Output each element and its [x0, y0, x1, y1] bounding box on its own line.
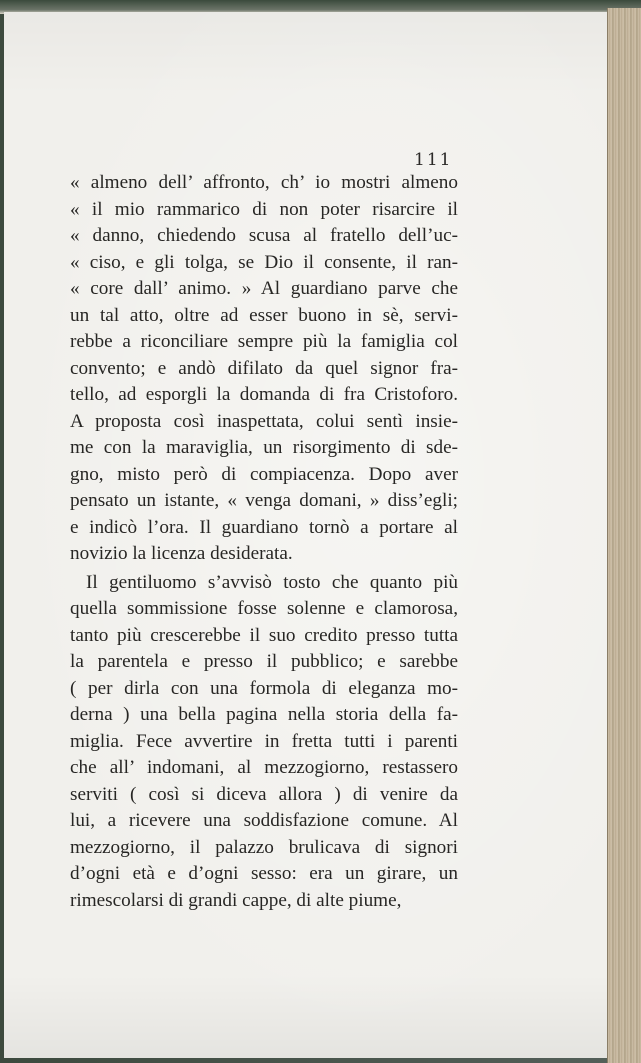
- text-line: gno, misto però di compiacenza. Dopo aver: [70, 463, 458, 485]
- text-line: tello, ad esporgli la domanda di fra Cristoforo.: [70, 384, 458, 405]
- text-line: « core dall’ animo. » Al guardiano parve che: [70, 278, 458, 299]
- text-line: la parentela e presso il pubblico; e sarebbe: [70, 651, 458, 672]
- text-line: lui, a ricevere una soddisfazione comune. Al: [70, 810, 458, 831]
- text-line: Il gentiluomo s’avvisò tosto che quanto più: [86, 571, 458, 593]
- text-line: serviti ( così si diceva allora ) di venire da: [70, 783, 458, 805]
- text-line: d’ogni età e d’ogni sesso: era un girare, un: [70, 863, 458, 884]
- text-line: « almeno dell’ affronto, ch’ io mostri almeno: [70, 172, 458, 193]
- text-line: che all’ indomani, al mezzogiorno, restassero: [70, 757, 458, 778]
- text-line: « danno, chiedendo scusa al fratello dell’uc-: [70, 225, 458, 246]
- text-line: « il mio rammarico di non poter risarcire il: [70, 198, 458, 220]
- text-line: derna ) una bella pagina nella storia della fa-: [70, 704, 458, 725]
- text-line: miglia. Fece avvertire in fretta tutti i parenti: [70, 730, 458, 752]
- text-line: mezzogiorno, il palazzo brulicava di signori: [70, 836, 458, 858]
- text-line: un tal atto, oltre ad esser buono in sè, servi-: [70, 304, 458, 326]
- text-line: A proposta così inaspettata, colui sentì insie-: [70, 410, 458, 432]
- paragraph-2: [70, 570, 458, 915]
- text-line: me con la maraviglia, un risorgimento di sde-: [70, 437, 458, 458]
- page-text: [70, 170, 458, 914]
- text-line: « ciso, e gli tolga, se Dio il consente, il ran-: [70, 251, 458, 273]
- text-line: ( per dirla con una formola di eleganza mo-: [70, 677, 458, 699]
- text-line: rebbe a riconciliare sempre più la famiglia col: [70, 331, 458, 352]
- text-line: novizio la licenza desiderata.: [70, 543, 293, 564]
- text-line: pensato un istante, « venga domani, » diss’egli;: [70, 490, 458, 511]
- text-line: quella sommissione fosse solenne e clamorosa,: [70, 598, 458, 619]
- text-line: tanto più crescerebbe il suo credito presso tutta: [70, 624, 458, 646]
- page-number: 111: [414, 150, 453, 170]
- paragraph-1: [70, 170, 458, 568]
- text-line: rimescolarsi di grandi cappe, di alte piume,: [70, 889, 402, 911]
- text-line: convento; e andò difilato da quel signor fra-: [70, 357, 458, 379]
- text-line: e indicò l’ora. Il guardiano tornò a portare al: [70, 516, 458, 538]
- book-page-edges: [607, 8, 641, 1063]
